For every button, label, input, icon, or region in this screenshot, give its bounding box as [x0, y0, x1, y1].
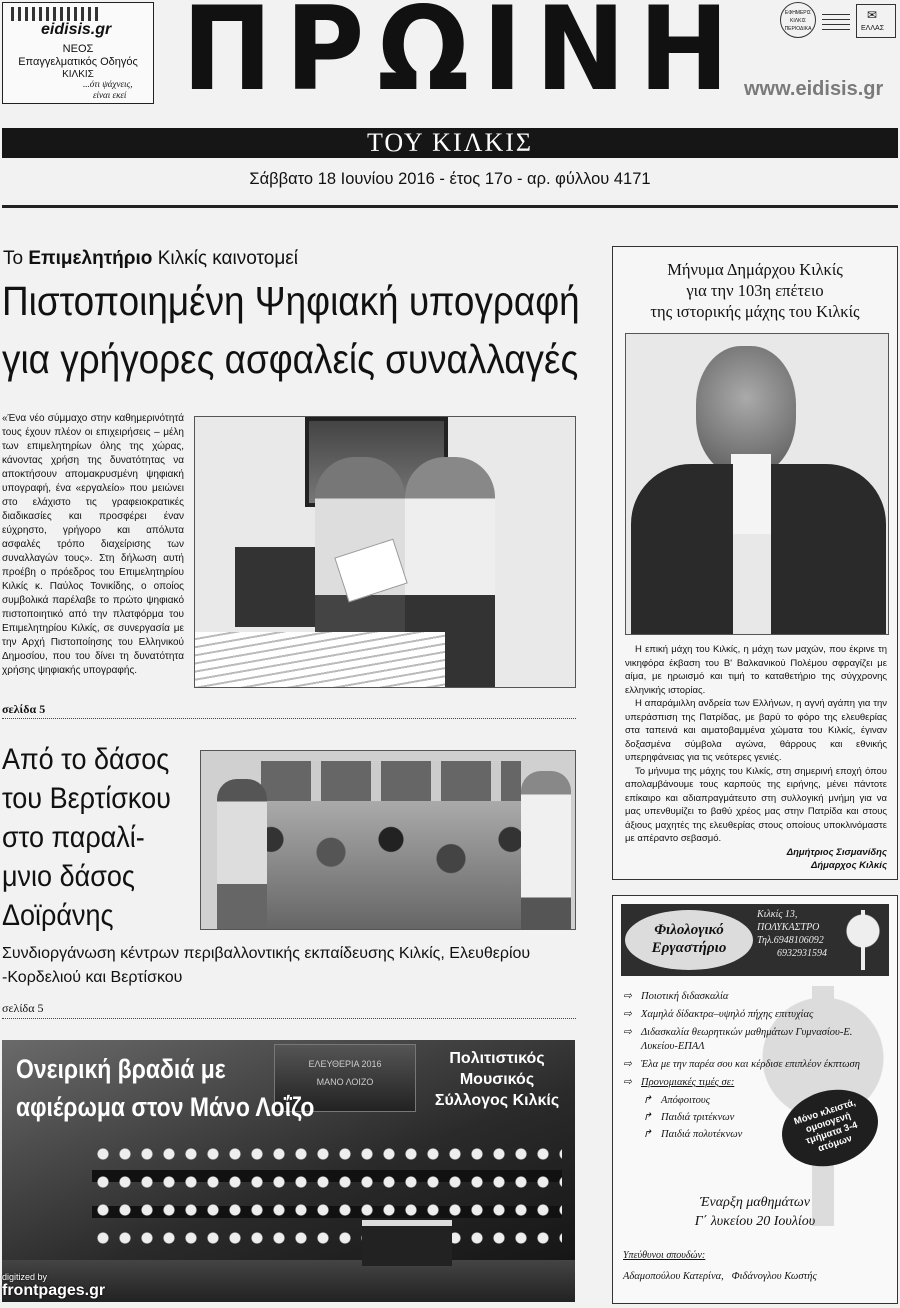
article1-kicker: Το Επιμελητήριο Κιλκίς καινοτομεί	[3, 248, 298, 269]
desk-papers	[195, 632, 445, 687]
watermark	[2, 1272, 105, 1300]
watermark-line1: digitized by	[2, 1272, 48, 1282]
subtitle-bar	[2, 128, 898, 158]
postal-logo-box	[856, 4, 896, 38]
mayor-message-box[interactable]	[612, 246, 898, 880]
issue-date-line: Σάββατο 18 Ιουνίου 2016 - έτος 17ο - αρ. φύλλου 4171	[249, 170, 651, 188]
ad-feature: ⇨ Χαμηλά δίδακτρα–υψηλό πήχης επιτυχίας	[623, 1009, 814, 1020]
mayor-headline-line1: Μήνυμα Δημάρχου Κιλκίς	[667, 260, 843, 279]
mayor-signature-title: Δήμαρχος Κιλκίς	[811, 860, 887, 871]
ad-start	[613, 1193, 897, 1231]
forest-seminar-photo[interactable]	[200, 750, 576, 930]
portrait-jacket	[631, 464, 886, 634]
article2-headline-line: στο παραλί-	[2, 821, 145, 854]
speaker-right	[521, 771, 571, 929]
mayor-para3: Το μήνυμα της μάχης του Κιλκίς, στη σημερινή εποχή όπου απολαμβάνουμε τους καρπούς της ειρήνης, μένει πάντοτε επίκαιρο και αδιαπραγμάτευτο στη συλλογική μνήμη για να μας υπενθυμίζει το βαθύ χρέος μας στην Πατρίδα και στους άξιους μαχητές της ελευθερίας στους οποίους υποκλινόμαστε με απέραντο σεβασμό.	[625, 765, 887, 844]
walking-figure-icon	[11, 7, 101, 21]
article-digital-signature[interactable]	[0, 240, 580, 720]
ad-header	[621, 904, 889, 976]
bird-icon: ✉	[867, 8, 878, 22]
postal-stamp-circle-icon: ΕΦΗΜΕΡΙΣ ΚΙΛΚΙΣ ΠΕΡΙΟΔΙΚΑ	[780, 2, 816, 38]
ad-feature: ⇨ Έλα με την παρέα σου και κέρδισε επιπλέον έκπτωση	[623, 1059, 860, 1070]
ad-start-line2: Γ΄ λυκείου 20 Ιουλίου	[694, 1214, 816, 1229]
hook-arrow-icon: ↱	[643, 1129, 652, 1140]
arrow-right-icon: ⇨	[623, 1059, 632, 1070]
watermark-line2: frontpages.gr	[2, 1282, 106, 1299]
article2-deck: Συνδιοργάνωση κέντρων περιβαλλοντικής εκπαίδευσης Κιλκίς, Ελευθερίου -Κορδελιού και Βερτίσκου	[2, 945, 531, 986]
mayor-para2: Η απαράμιλλη ανδρεία των Ελλήνων, η αγνή αγάπη για την υπεράσπιση της Πατρίδας, με βαρύ το φόρο της ελευθερίας στα ταπεινά και αιματοβαμμένα χώματα του Κιλκίς, έγιναν δοξασμένα σύμβολα αγώνα, θάρρους και εθνικής υπερηφάνειας για τις νεότερες γενιές.	[625, 698, 887, 763]
promo-org-line1: Πολιτιστικός	[449, 1050, 545, 1067]
ad-logo	[625, 910, 753, 970]
eidisis-ad-box[interactable]	[2, 2, 154, 104]
mayor-portrait[interactable]	[625, 333, 889, 635]
chamber-handshake-photo[interactable]	[194, 416, 576, 688]
article2-headline-line: Δοϊράνης	[2, 899, 114, 932]
ad-responsible-names: Αδαμοπούλου Κατερίνα, Φιδάνογλου Κωστής	[623, 1271, 817, 1282]
website-url[interactable]: www.eidisis.gr	[744, 78, 884, 100]
choir-rows	[92, 1140, 562, 1260]
piano	[362, 1220, 452, 1266]
arrow-right-icon: ⇨	[623, 1027, 632, 1038]
mayor-para1: Η επική μάχη του Κιλκίς, η μάχη των μαχών, που έκρινε τη νικηφόρα έκβαση του Β' Βαλκανικού Πολέμου σφραγίζει με αίμα, με ηρωισμό και τιμή το καταθετήριο της σύγχρονης ελληνικής ιστορίας.	[625, 644, 887, 696]
newspaper-title: ΠΡΩΙΝΗ	[182, 0, 742, 117]
ad-feature: ⇨ Ποιοτική διδασκαλία	[623, 991, 729, 1002]
person-with-hat	[217, 779, 267, 929]
article1-headline-line1: Πιστοποιημένη Ψηφιακή υπογραφή	[2, 278, 580, 324]
mayor-headline-line2: για την 103η επέτειο	[686, 281, 824, 300]
article1-divider	[2, 718, 576, 719]
ad-address1: Κιλκίς 13,	[757, 909, 798, 920]
masthead	[0, 0, 900, 215]
newspaper-subtitle: ΤΟΥ ΚΙΛΚΙΣ	[366, 128, 534, 157]
ad-phone1: Τηλ.6948106092	[757, 935, 824, 946]
article2-headline-line: του Βερτίσκου	[2, 782, 171, 815]
article2-headline	[2, 740, 171, 935]
ad-feature: ⇨ Προνομιακές τιμές σε:	[623, 1077, 735, 1088]
promo-title-line2: αφιέρωμα στον Μάνο Λοΐζο	[16, 1092, 315, 1122]
ad-line1: ΝΕΟΣ	[62, 43, 94, 55]
arrow-right-icon: ⇨	[623, 991, 632, 1002]
ad-subfeature: ↱ Παιδιά τριτέκνων	[643, 1112, 735, 1123]
article1-page-ref[interactable]: σελίδα 5	[2, 702, 46, 716]
ad-subfeature: ↱ Παιδιά πολυτέκνων	[643, 1129, 743, 1140]
ad-address2: ΠΟΛΥΚΑΣΤΡΟ	[757, 922, 820, 933]
eidisis-logo: eidisis.gr	[41, 21, 112, 38]
article2-headline-line: μνιο δάσος	[2, 860, 135, 893]
mayor-headline	[613, 259, 897, 322]
ad-feature: ⇨ Διδασκαλία θεωρητικών μαθημάτων Γυμνασίου-Ε. Λυκείου-ΕΠΑΛ	[623, 1027, 853, 1052]
hook-arrow-icon: ↱	[643, 1112, 652, 1123]
article2-page-ref[interactable]: σελίδα 5	[2, 1001, 44, 1015]
ad-tagline2: είναι εκεί	[93, 90, 127, 100]
ad-start-line1: Έναρξη μαθημάτων	[700, 1195, 810, 1210]
mayor-signature-name: Δημήτριος Σισμανίδης	[786, 846, 887, 858]
ad-line2: Επαγγελματικός Οδηγός	[18, 56, 138, 68]
ad-responsible-label: Υπεύθυνοι σπουδών:	[623, 1250, 706, 1261]
concert-promo[interactable]	[2, 1040, 575, 1302]
article2-headline-line: Από το δάσος	[2, 743, 170, 776]
mayor-text	[625, 643, 887, 873]
promo-org	[422, 1048, 572, 1111]
ad-subfeature: ↱ Απόφοιτους	[643, 1095, 710, 1106]
postal-stamps	[780, 2, 898, 40]
philology-lab-ad[interactable]	[612, 895, 898, 1304]
banner-line2: ΜΑΝΟ ΛΟΙΖΟ	[316, 1077, 374, 1087]
postmark-lines-icon	[822, 10, 850, 30]
article2-divider	[2, 1018, 576, 1019]
article1-headline-line2: για γρήγορες ασφαλείς συναλλαγές	[2, 336, 579, 382]
ad-badge: Μόνο κλειστά, ομοιογενή τμήματα 3-4 ατόμων	[772, 1078, 888, 1179]
ad-tagline1: ...ότι ψάχνεις,	[83, 79, 133, 89]
promo-org-line3: Σύλλογος Κιλκίς	[434, 1092, 560, 1109]
mayor-headline-line3: της ιστορικής μάχης του Κιλκίς	[650, 302, 860, 321]
tree-logo-icon	[841, 910, 885, 970]
ad-logo-line1: Φιλολογικό	[654, 922, 724, 938]
stamp-country: ΕΛΛΑΣ	[861, 25, 885, 32]
ad-contact	[757, 908, 827, 960]
promo-org-line2: Μουσικός	[459, 1071, 535, 1088]
audience-crowd	[241, 801, 541, 929]
ad-logo-line2: Εργαστήριο	[651, 940, 727, 956]
promo-title-line1: Ονειρική βραδιά με	[16, 1054, 226, 1084]
arrow-right-icon: ⇨	[623, 1009, 632, 1020]
arrow-right-icon: ⇨	[623, 1077, 632, 1088]
ad-phone2: 6932931594	[777, 948, 827, 959]
hook-arrow-icon: ↱	[643, 1095, 652, 1106]
article1-body: «Ένα νέο σύμμαχο στην καθημερινότητά τους έχουν πλέον οι επιχειρήσεις – μέλη των επιμελητηρίων όλης της χώρας, κάνοντας χρήση της δυνατότητας να αποκτήσουν απομακρυσμένη ψηφιακή υπογραφή, ένα «εργαλείο» που μειώνει στο ελάχιστο τις γραφειοκρατικές διαδικασίες και προσφέρει έναν εύχρηστο, γρήγορο και απόλυτα ασφαλές τρόπο διαχείρισης των συναλλαγών τους». Στη δήλωση αυτή προέβη ο πρόεδρος του Επιμελητηρίου Κιλκίς κ. Παύλος Τονικίδης, ο οποίος συμβολικά παρέλαβε το πρώτο ψηφιακό πιστοποιητικό από την πλατφόρμα του Επιμελητηρίου Κιλκίς, σε συνεργασία με την Αρχή Πιστοποίησης του Ελληνικού Δημοσίου, που του δίνει τη δυνατότητα χρήσης ψηφιακής υπογραφής.	[2, 413, 184, 676]
banner-line1: ΕΛΕΥΘΕΡΙΑ 2016	[308, 1059, 382, 1069]
masthead-divider	[2, 205, 898, 208]
ad-line3: ΚΙΛΚΙΣ	[62, 69, 94, 80]
article-forest[interactable]	[0, 735, 580, 1025]
